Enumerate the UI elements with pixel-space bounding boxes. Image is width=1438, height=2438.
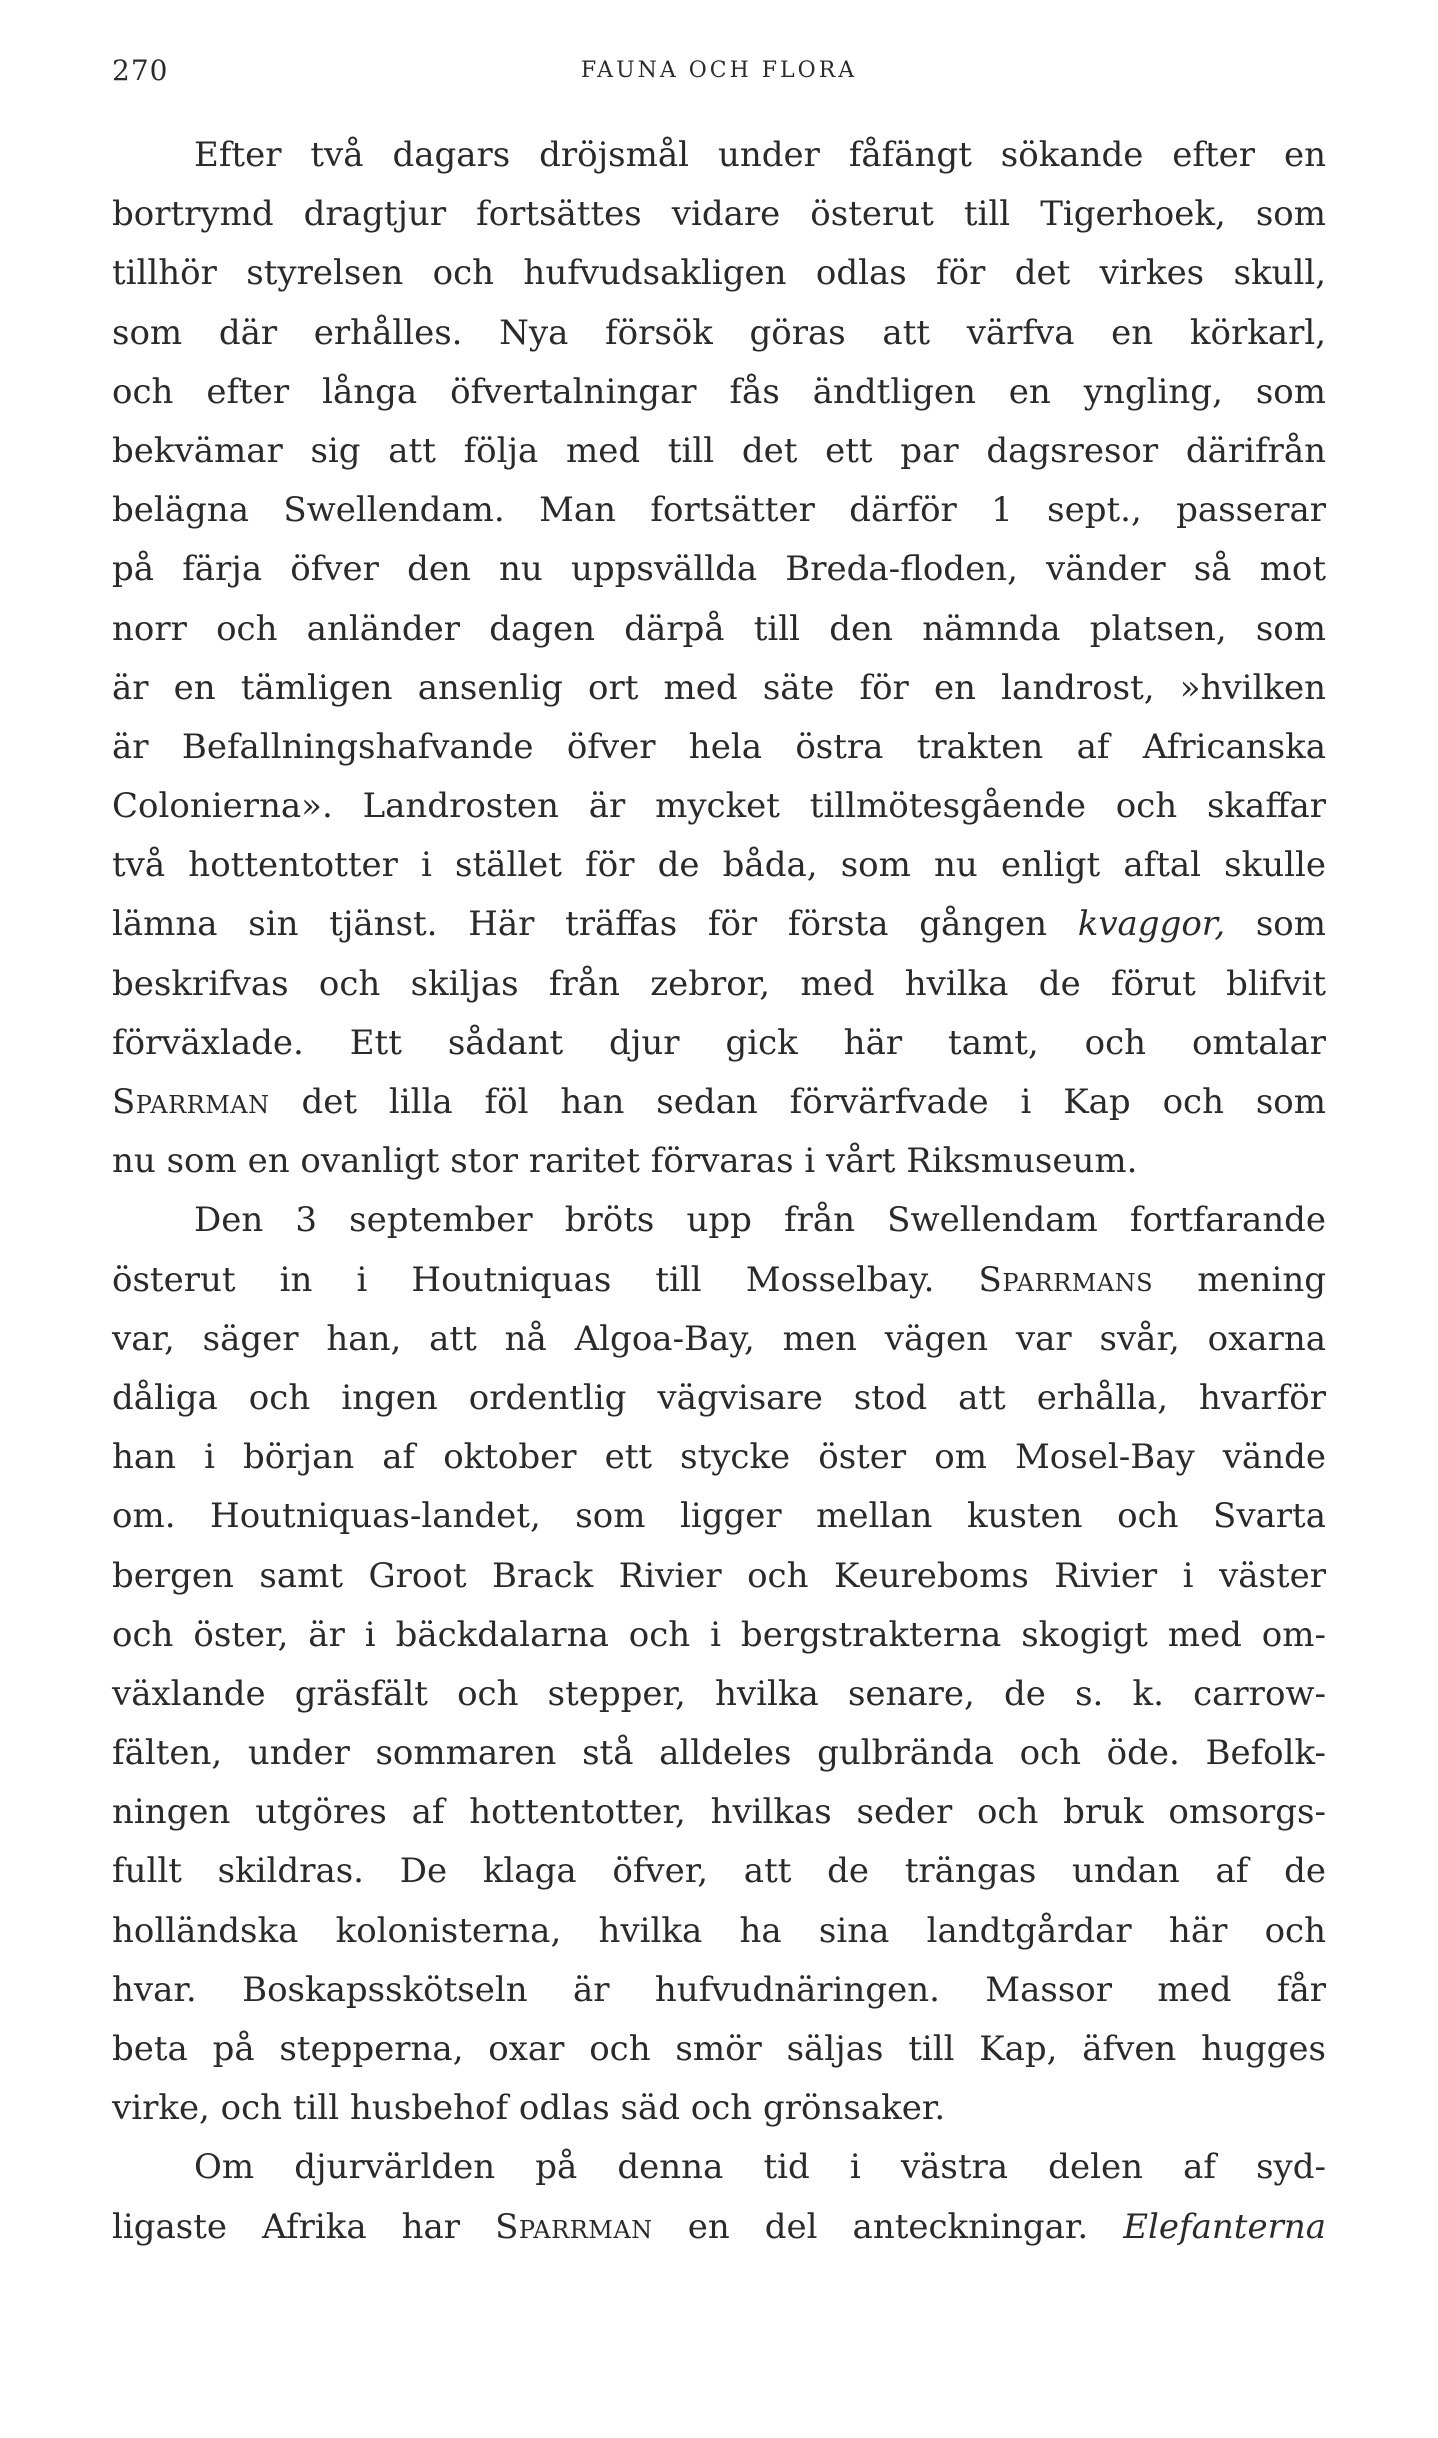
text-line (112, 1251, 1326, 1310)
text-line (112, 895, 1326, 954)
text-line: beta på stepperna, oxar och smör säljas till Kap, äfven hugges (112, 2029, 1326, 2069)
text-run: det lilla föl han sedan förvärfvade i Kap och som (269, 1082, 1326, 1122)
text-line: fälten, under sommaren stå alldeles gulbrända och öde. Befolk- (112, 1733, 1326, 1774)
text-line: växlande gräsfält och stepper, hvilka senare, de s. k. carrow- (112, 1673, 1326, 1714)
text-line: är Befallningshafvande öfver hela östra trakten af Africanska (112, 726, 1326, 767)
text-line: Efter två dagars dröjsmål under fåfängt sökande efter en (194, 135, 1326, 175)
body-text (112, 126, 1326, 2257)
italic-word: Elefanterna (1123, 2206, 1326, 2247)
text-line: på färja öfver den nu uppsvällda Breda-floden, vänder så mot (112, 549, 1326, 590)
text-line: som där erhålles. Nya försök göras att värfva en körkarl, (112, 312, 1326, 353)
text-line: Colonierna». Landrosten är mycket tillmötesgående och skaffar (112, 786, 1326, 827)
text-line: förväxlade. Ett sådant djur gick här tamt, och omtalar (112, 1022, 1326, 1063)
text-run: österut in i Houtniquas till Mosselbay. (112, 1259, 979, 1300)
text-line: och öster, är i bäckdalarna och i bergstrakterna skogigt med om- (112, 1614, 1326, 1655)
text-line: han i början af oktober ett stycke öster om Mosel-Bay vände (112, 1437, 1326, 1478)
text-line: var, säger han, att nå Algoa-Bay, men vägen var svår, oxarna (112, 1318, 1326, 1359)
text-line: två hottentotter i stället för de båda, som nu enligt aftal skulle (112, 845, 1326, 886)
text-line: nu som en ovanligt stor raritet förvaras i vårt Riksmuseum. (112, 1141, 1138, 1182)
text-line: bekvämar sig att följa med till det ett par dagsresor därifrån (112, 430, 1326, 471)
text-line (112, 1073, 1326, 1132)
text-line: ningen utgöres af hottentotter, hvilkas seder och bruk omsorgs- (112, 1792, 1326, 1833)
page-number: 270 (112, 54, 169, 87)
author-name: Sparrmans (978, 1259, 1154, 1300)
text-line: bergen samt Groot Brack Rivier och Keureboms Rivier i väster (112, 1555, 1326, 1596)
italic-word: kvaggor, (1077, 904, 1226, 945)
text-line: belägna Swellendam. Man fortsätter därför 1 sept., passerar (112, 490, 1326, 531)
text-line: virke, och till husbehof odlas säd och grönsaker. (112, 2088, 946, 2129)
author-name: Sparrman (112, 1082, 270, 1122)
text-line: bortrymd dragtjur fortsättes vidare österut till Tigerhoek, som (112, 194, 1326, 235)
running-head (112, 54, 1326, 90)
text-line: norr och anländer dagen därpå till den nämnda platsen, som (112, 608, 1326, 649)
text-run: en del anteckningar. (652, 2206, 1124, 2247)
text-line: är en tämligen ansenlig ort med säte för en landrost, »hvilken (112, 667, 1326, 708)
text-line: hvar. Boskapsskötseln är hufvudnäringen. Massor med får (112, 1969, 1326, 2010)
text-run: som (1225, 904, 1326, 945)
text-line: Den 3 september bröts upp från Swellendam fortfarande (194, 1200, 1326, 1241)
text-line: dåliga och ingen ordentlig vägvisare stod att erhålla, hvarför (112, 1377, 1326, 1418)
text-run: lämna sin tjänst. Här träffas för första gången (112, 904, 1078, 945)
text-line (112, 2198, 1326, 2257)
text-line: om. Houtniquas-landet, som ligger mellan kusten och Svarta (112, 1496, 1326, 1537)
text-run: mening (1153, 1259, 1326, 1300)
text-line: holländska kolonisterna, hvilka ha sina landtgårdar här och (112, 1910, 1326, 1951)
running-title: FAUNA OCH FLORA (580, 58, 858, 83)
text-line: tillhör styrelsen och hufvudsakligen odlas för det virkes skull, (112, 253, 1326, 294)
author-name: Sparrman (495, 2206, 653, 2247)
text-line: beskrifvas och skiljas från zebror, med hvilka de förut blifvit (112, 963, 1326, 1004)
text-line: fullt skildras. De klaga öfver, att de trängas undan af de (112, 1851, 1326, 1892)
text-run: ligaste Afrika har (112, 2206, 496, 2247)
text-line: och efter långa öfvertalningar fås ändtligen en yngling, som (112, 371, 1326, 412)
text-line: Om djurvärlden på denna tid i västra delen af syd- (194, 2147, 1326, 2188)
